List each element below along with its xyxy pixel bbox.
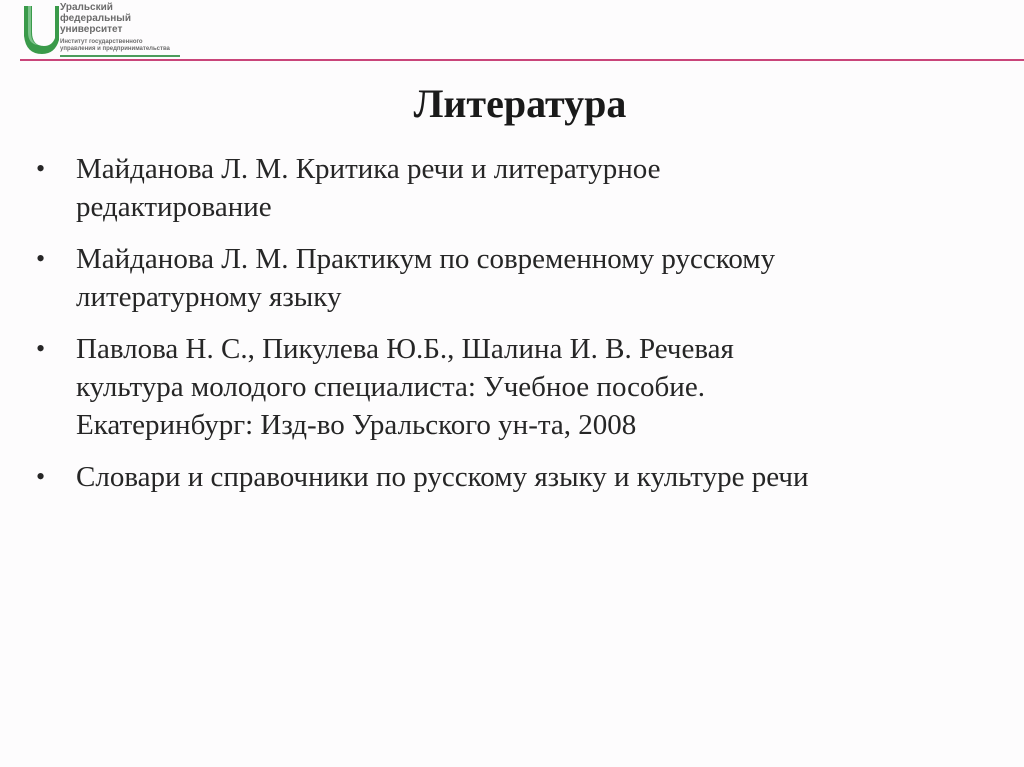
- bullet-marker: •: [36, 334, 46, 363]
- logo-subtitle-2: управления и предпринимательства: [60, 46, 170, 52]
- logo-line-1: Уральский: [60, 2, 113, 13]
- list-item-line: Майданова Л. М. Практикум по современному русскому: [76, 243, 776, 275]
- slide-header: [20, 0, 1024, 64]
- list-item-line: Екатеринбург: Изд-во Уральского ун-та, 2008: [76, 409, 637, 441]
- bibliography-list: [36, 150, 996, 510]
- logo-green-rule: [60, 55, 180, 57]
- list-item: [36, 240, 996, 316]
- bullet-marker: •: [36, 244, 46, 273]
- bullet-marker: •: [36, 154, 46, 183]
- list-item: [36, 330, 996, 444]
- list-item-line: редактирование: [76, 191, 272, 223]
- bullet-marker: •: [36, 462, 46, 491]
- slide-title: Литература: [413, 81, 627, 126]
- list-item-line: литературному языку: [76, 281, 342, 313]
- header-divider: [20, 59, 1024, 61]
- list-item-line: Павлова Н. С., Пикулева Ю.Б., Шалина И. В. Речевая: [76, 333, 734, 365]
- logo-line-3: университет: [60, 24, 123, 35]
- list-item-line: Словари и справочники по русскому языку и культуре речи: [76, 461, 809, 493]
- list-item-line: культура молодого специалиста: Учебное пособие.: [76, 371, 705, 403]
- university-logo-text: [60, 2, 170, 53]
- list-item: [36, 458, 996, 496]
- logo-line-2: федеральный: [60, 13, 131, 24]
- logo-subtitle-1: Институт государственного: [60, 39, 143, 45]
- list-item-line: Майданова Л. М. Критика речи и литературное: [76, 153, 661, 185]
- list-item: [36, 150, 996, 226]
